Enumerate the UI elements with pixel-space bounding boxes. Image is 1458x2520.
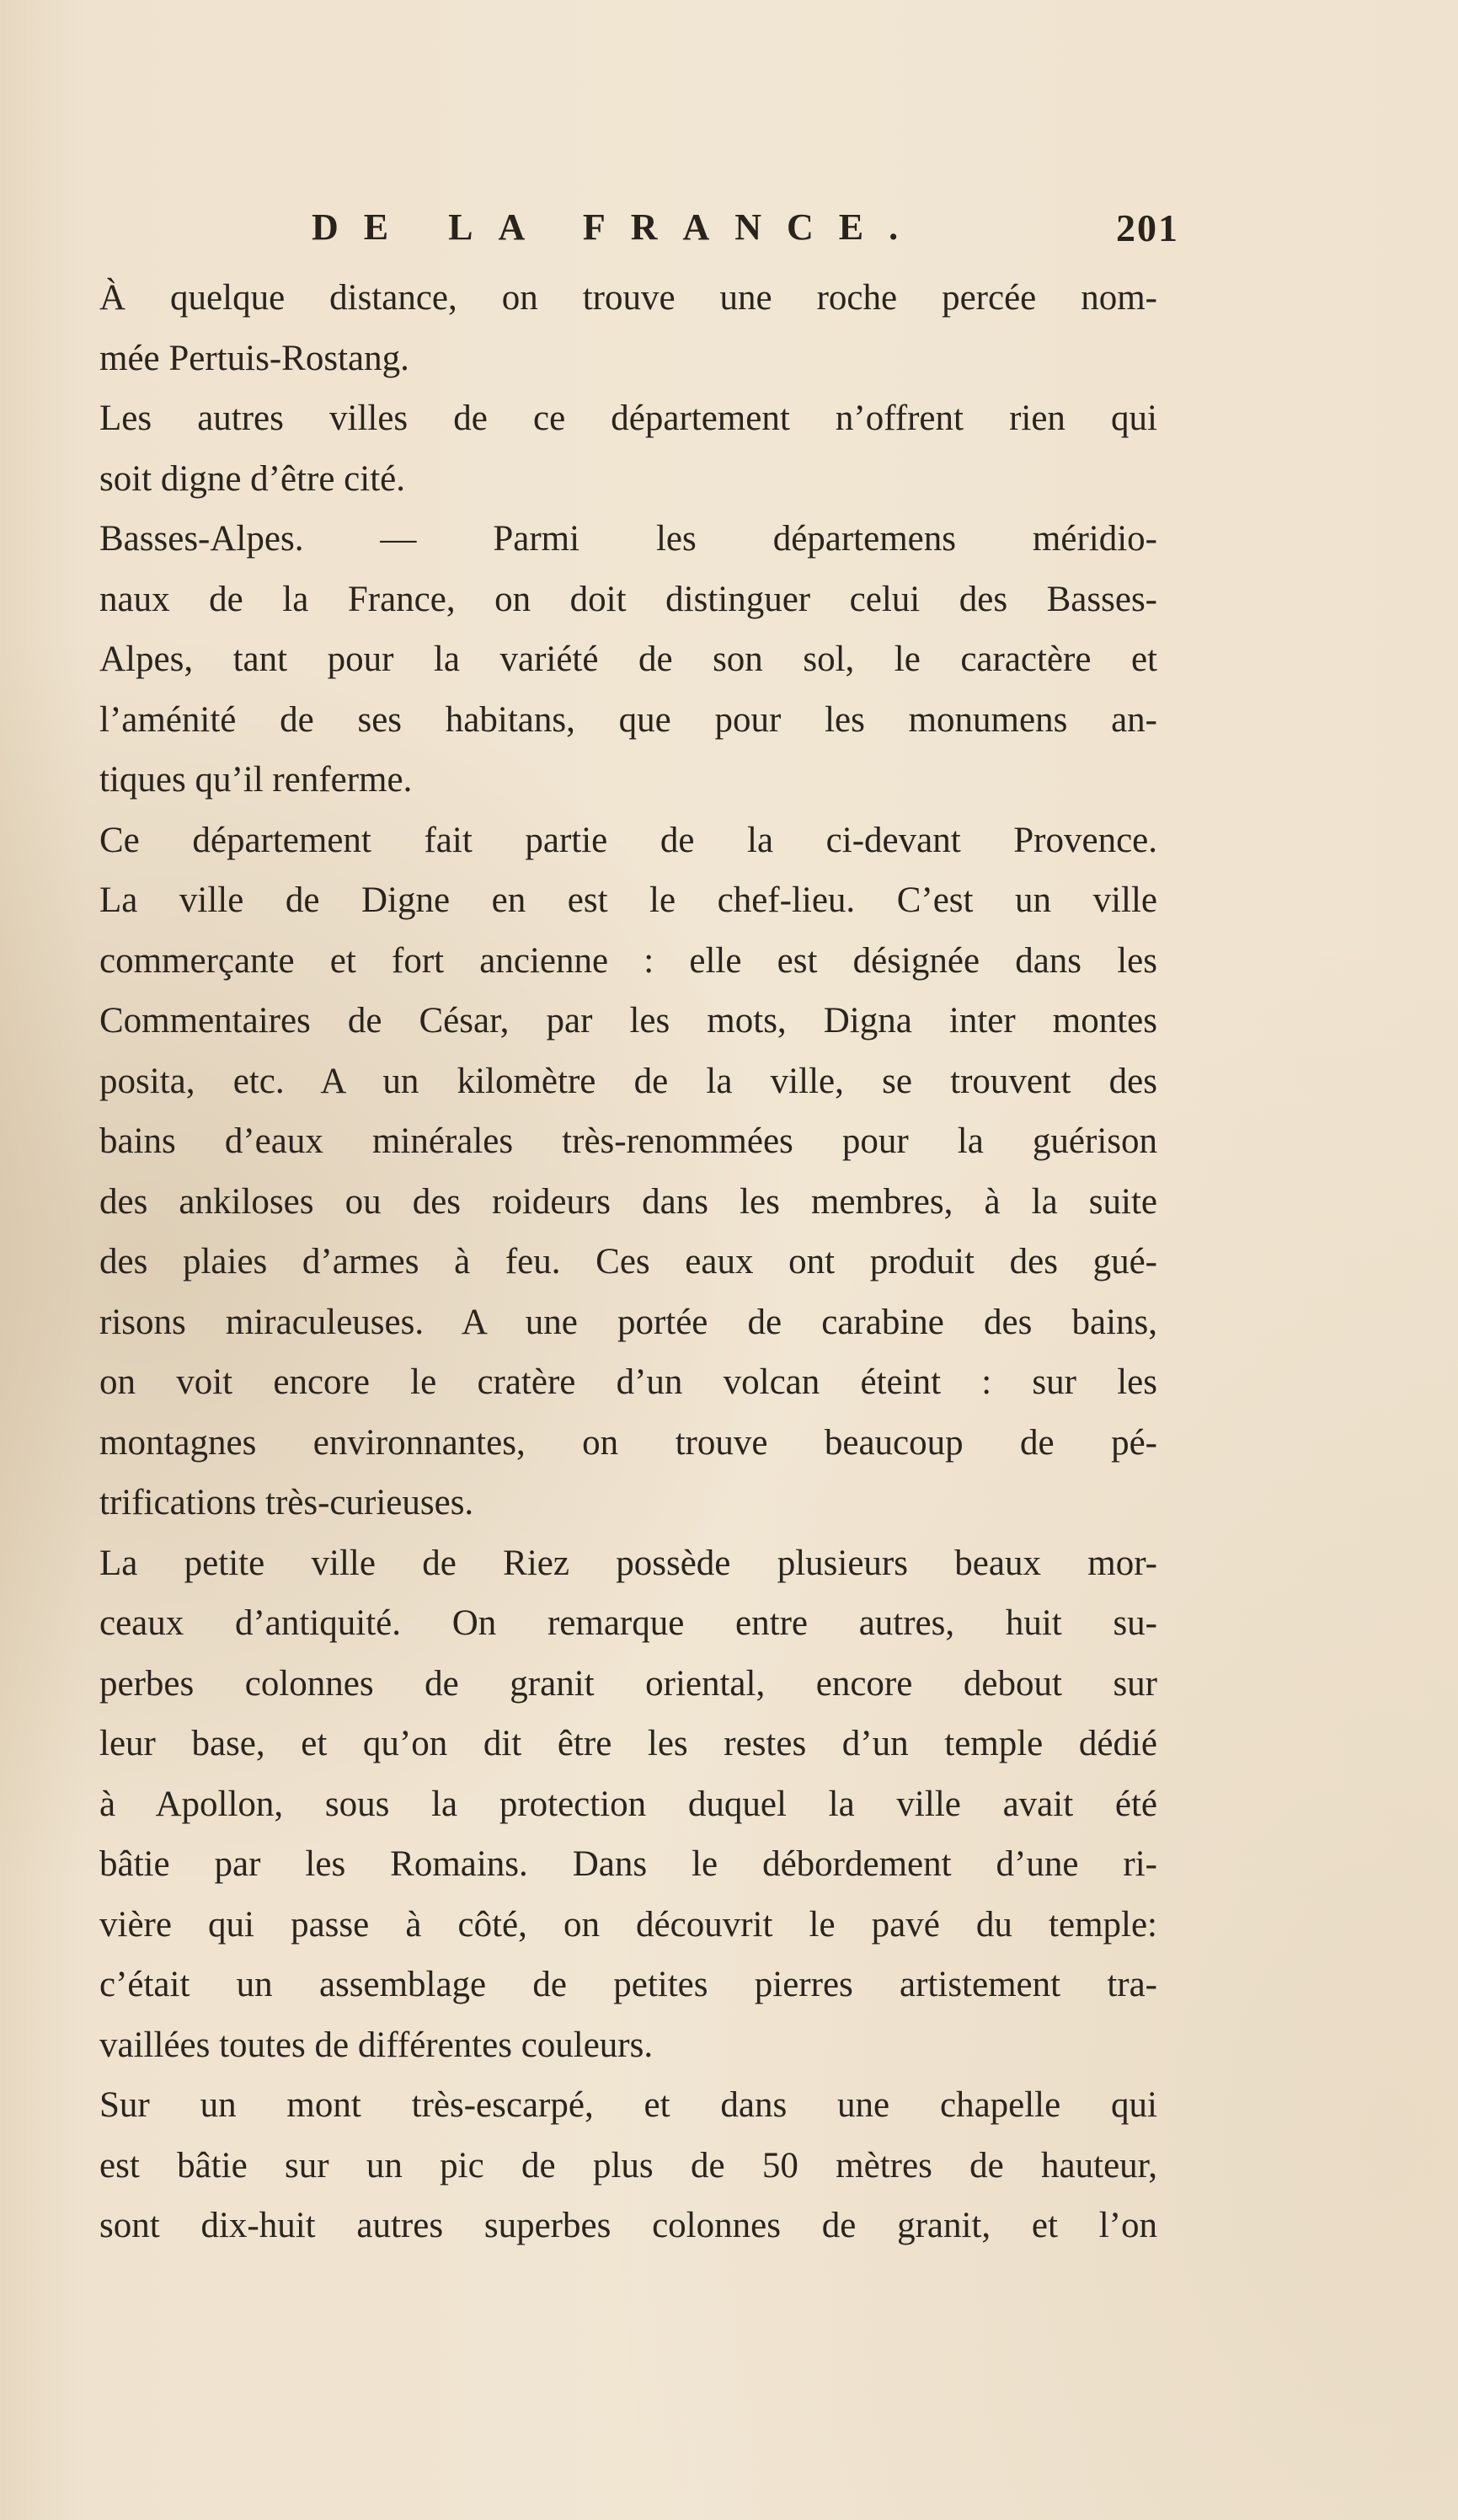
running-head: DE LA FRANCE. xyxy=(312,206,924,248)
text-line: Commentaires de César, par les mots, Digna inter montes xyxy=(99,1001,1157,1041)
text-line: on voit encore le cratère d’un volcan éteint : sur les xyxy=(99,1362,1157,1402)
page-header xyxy=(312,206,1179,256)
text-line: bâtie par les Romains. Dans le débordement d’une ri- xyxy=(99,1844,1157,1884)
text-line: Les autres villes de ce département n’offrent rien qui xyxy=(99,399,1157,438)
text-line: vaillées toutes de différentes couleurs. xyxy=(99,2025,654,2065)
text-line: ceaux d’antiquité. On remarque entre autres, huit su- xyxy=(99,1603,1157,1643)
text-line: La petite ville de Riez possède plusieurs beaux mor- xyxy=(99,1543,1157,1583)
text-line: l’aménité de ses habitans, que pour les monumens an- xyxy=(99,699,1157,740)
text-line: Sur un mont très-escarpé, et dans une chapelle qui xyxy=(99,2085,1157,2125)
text-line: posita, etc. A un kilomètre de la ville, se trouvent des xyxy=(99,1061,1157,1101)
text-line: risons miraculeuses. A une portée de carabine des bains, xyxy=(99,1302,1157,1342)
text-line: naux de la France, on doit distinguer celui des Basses- xyxy=(99,579,1157,619)
text-line: tiques qu’il renferme. xyxy=(99,760,413,800)
text-line: sont dix-huit autres superbes colonnes de granit, et l’on xyxy=(99,2206,1157,2245)
text-line: bains d’eaux minérales très-renommées pour la guérison xyxy=(99,1121,1157,1161)
text-line: leur base, et qu’on dit être les restes d’un temple dédié xyxy=(99,1724,1157,1763)
text-line: à Apollon, sous la protection duquel la ville avait été xyxy=(99,1784,1157,1824)
text-line: perbes colonnes de granit oriental, encore debout sur xyxy=(99,1663,1157,1704)
text-line: Basses-Alpes. — Parmi les départemens méridio- xyxy=(99,519,1157,559)
text-line: Alpes, tant pour la variété de son sol, le caractère et xyxy=(99,639,1157,679)
text-line: commerçante et fort ancienne : elle est désignée dans les xyxy=(99,940,1157,981)
text-line: trifications très-curieuses. xyxy=(99,1483,474,1522)
page-number: 201 xyxy=(1116,206,1179,249)
text-line: soit digne d’être cité. xyxy=(99,458,405,499)
text-line: des ankiloses ou des roideurs dans les membres, à la suite xyxy=(99,1181,1157,1222)
text-line: La ville de Digne en est le chef-lieu. C’est un ville xyxy=(99,880,1157,920)
text-line: Ce département fait partie de la ci-devant Provence. xyxy=(99,820,1157,860)
text-line: est bâtie sur un pic de plus de 50 mètres de hauteur, xyxy=(99,2145,1157,2186)
text-line: des plaies d’armes à feu. Ces eaux ont produit des gué- xyxy=(99,1242,1157,1281)
text-line: À quelque distance, on trouve une roche percée nom- xyxy=(99,278,1157,318)
text-line: montagnes environnantes, on trouve beaucoup de pé- xyxy=(99,1422,1157,1463)
text-line: vière qui passe à côté, on découvrit le pavé du temple: xyxy=(99,1904,1157,1945)
text-line: mée Pertuis-Rostang. xyxy=(99,338,409,378)
text-line: c’était un assemblage de petites pierres artistement tra- xyxy=(99,1965,1157,2004)
body-text xyxy=(99,268,1157,2256)
